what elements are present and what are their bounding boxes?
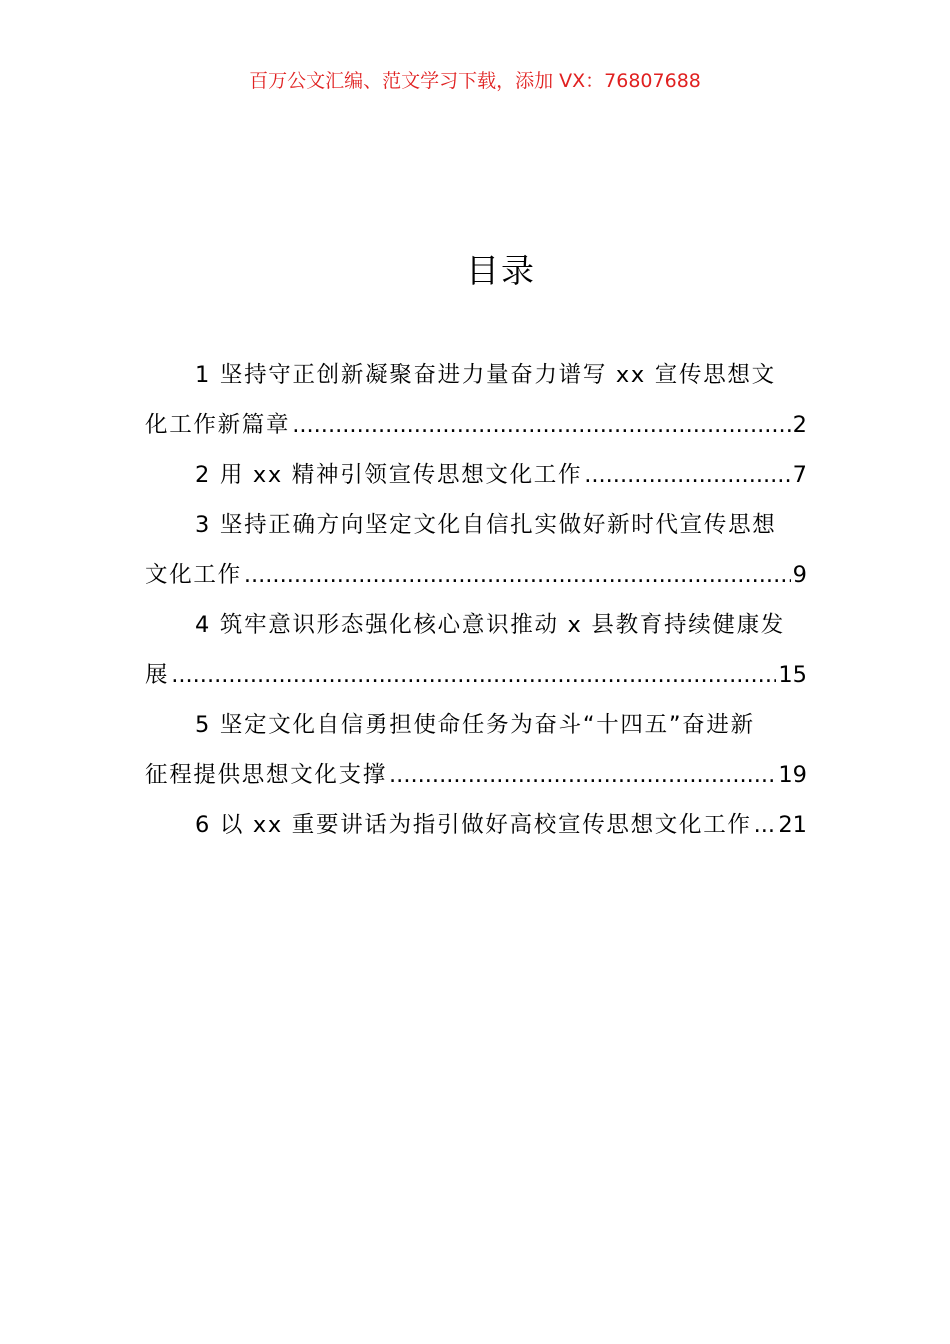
toc-page-number: 19 [778, 762, 807, 788]
toc-entry-title-line: 1 坚持守正创新凝聚奋进力量奋力谱写 xx 宣传思想文 [195, 362, 776, 388]
dot-leader [244, 550, 791, 600]
toc-entry-title-continuation: 化工作新篇章 [145, 412, 291, 438]
toc-entry-title-line: 4 筑牢意识形态强化核心意识推动 x 县教育持续健康发 [195, 612, 785, 638]
toc-entry-leader-line [145, 650, 807, 700]
toc-entry-leader-line [145, 550, 807, 600]
toc-page-number: 7 [792, 462, 807, 488]
toc-entry-title-continuation: 文化工作 [145, 562, 242, 588]
dot-leader [389, 750, 776, 800]
toc-page-number: 9 [792, 562, 807, 588]
toc-page-number: 15 [778, 662, 807, 688]
toc-page-number: 21 [778, 812, 807, 838]
table-of-contents [145, 350, 807, 850]
toc-entry-leader-line [145, 400, 807, 450]
toc-entry-title-line: 6 以 xx 重要讲话为指引做好高校宣传思想文化工作 [195, 812, 752, 838]
dot-leader [292, 400, 790, 450]
toc-entry-title-continuation: 征程提供思想文化支撑 [145, 762, 388, 788]
toc-entry-5[interactable] [145, 700, 807, 800]
toc-title: 目录 [466, 251, 536, 290]
toc-entry-title-line: 5 坚定文化自信勇担使命任务为奋斗“十四五”奋进新 [195, 712, 755, 738]
toc-entry-leader-line [145, 800, 807, 850]
toc-entry-title-line: 3 坚持正确方向坚定文化自信扎实做好新时代宣传思想 [195, 512, 777, 538]
dot-leader [754, 800, 777, 850]
toc-entry-leader-line [145, 450, 807, 500]
toc-entry-title-continuation: 展 [145, 662, 170, 688]
dot-leader [584, 450, 790, 500]
toc-entry-1[interactable] [145, 350, 807, 450]
toc-entry-leader-line [145, 750, 807, 800]
toc-entry-title-line: 2 用 xx 精神引领宣传思想文化工作 [195, 462, 583, 488]
toc-entry-4[interactable] [145, 600, 807, 700]
toc-entry-6[interactable] [145, 800, 807, 850]
toc-page-number: 2 [792, 412, 807, 438]
dot-leader [171, 650, 776, 700]
watermark-header: 百万公文汇编、范文学习下载，添加 VX：76807688 [249, 70, 701, 92]
toc-entry-2[interactable] [145, 450, 807, 500]
toc-entry-3[interactable] [145, 500, 807, 600]
